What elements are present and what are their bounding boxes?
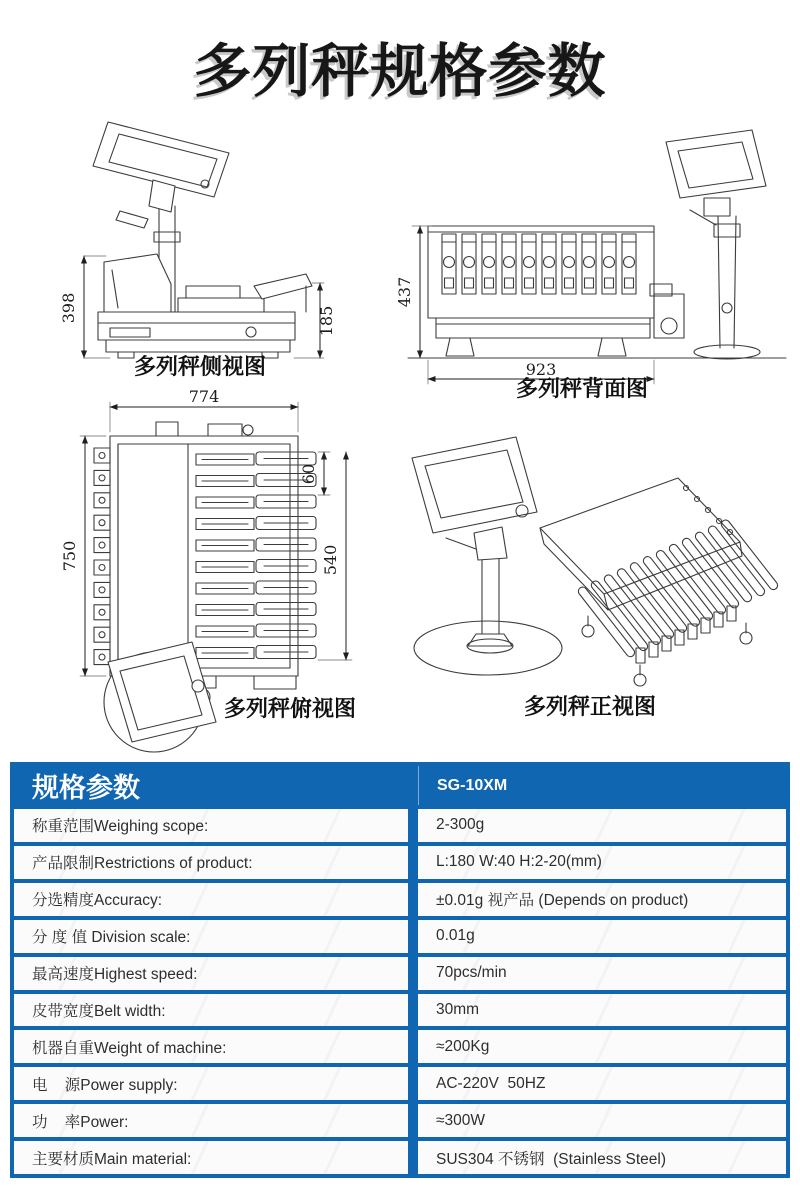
page-title: 多列秤规格参数 [193, 37, 607, 105]
dim-60-label: 60 [299, 463, 318, 485]
table-row [14, 846, 786, 879]
machine-outline [110, 436, 298, 676]
table-row [14, 1067, 786, 1100]
table-row [14, 1030, 786, 1063]
middle-lanes [196, 454, 254, 659]
lane-modules [442, 234, 636, 294]
dimension-437 [395, 226, 432, 358]
table-row [14, 883, 786, 916]
spec-value: ≈300W [418, 1104, 786, 1137]
table-row [14, 1104, 786, 1137]
spec-value: 0.01g [418, 920, 786, 953]
dim-185-label: 185 [317, 305, 336, 337]
dimension-540 [318, 452, 352, 660]
spec-value: 30mm [418, 994, 786, 1027]
dim-774-label: 774 [188, 387, 220, 406]
adjust-handle [116, 211, 148, 228]
machine-deck [98, 312, 295, 340]
dim-540-label: 540 [321, 544, 340, 576]
machine-hood [540, 478, 740, 594]
side-view-caption: 多列秤侧视图 [133, 355, 266, 380]
table-row [14, 809, 786, 842]
spec-label: 功 率Power: [14, 1104, 408, 1137]
back-view-caption: 多列秤背面图 [515, 377, 648, 402]
display-screen [666, 130, 766, 198]
dimension-774 [110, 387, 298, 432]
dimension-750 [60, 436, 106, 676]
side-view-drawing [58, 116, 342, 382]
spec-value: ≈200Kg [418, 1030, 786, 1063]
back-view-drawing [395, 126, 790, 398]
dim-437-label: 437 [395, 276, 414, 308]
adjust-handle [690, 210, 716, 225]
spec-label: 分 度 值 Division scale: [14, 920, 408, 953]
spec-table [10, 762, 790, 1178]
feeder-teeth [94, 448, 110, 665]
spec-value: 2-300g [418, 809, 786, 842]
spec-table-title: 规格参数 [32, 773, 140, 804]
dim-750-label: 750 [60, 540, 79, 572]
dim-398-label: 398 [59, 292, 78, 324]
spec-label: 皮带宽度Belt width: [14, 994, 408, 1027]
outfeed-chute [254, 274, 312, 299]
back-view-machine [408, 130, 786, 359]
table-row [14, 994, 786, 1027]
spec-label: 机器自重Weight of machine: [14, 1030, 408, 1063]
spec-label: 最高速度Highest speed: [14, 957, 408, 990]
spec-value: 70pcs/min [418, 957, 786, 990]
weigh-modules [636, 606, 736, 663]
spec-table-header [14, 766, 786, 805]
table-row [14, 920, 786, 953]
top-view-caption: 多列秤俯视图 [223, 697, 356, 722]
pedestal-base [694, 345, 760, 359]
spec-value: ±0.01g 视产品 (Depends on product) [418, 883, 786, 916]
table-row [14, 1141, 786, 1174]
spec-value: L:180 W:40 H:2-20(mm) [418, 846, 786, 879]
front-view-drawing [388, 432, 782, 704]
front-view-machine [412, 437, 779, 686]
side-view-machine [93, 122, 312, 358]
spec-label: 电 源Power supply: [14, 1067, 408, 1100]
spec-label: 产品限制Restrictions of product: [14, 846, 408, 879]
front-view-caption: 多列秤正视图 [523, 695, 656, 720]
adjust-handle [446, 538, 476, 549]
spec-label: 称重范围Weighing scope: [14, 809, 408, 842]
spec-label: 主要材质Main material: [14, 1141, 408, 1174]
cover-panel [118, 444, 188, 668]
spec-value: SUS304 不锈钢 (Stainless Steel) [418, 1141, 786, 1174]
spec-label: 分选精度Accuracy: [14, 883, 408, 916]
table-row [14, 957, 786, 990]
dim-923-label: 923 [525, 360, 557, 379]
dimension-185 [294, 283, 336, 358]
spec-table-model: SG-10XM [418, 766, 786, 805]
pedestal-base [414, 621, 562, 675]
dimension-398 [59, 256, 110, 358]
spec-value: AC-220V 50HZ [418, 1067, 786, 1100]
